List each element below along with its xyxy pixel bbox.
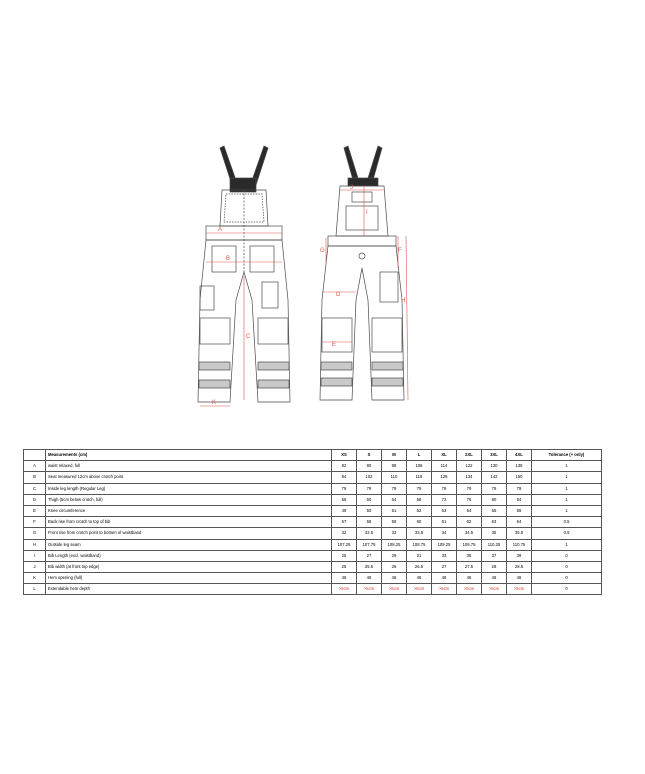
row-value: 35 xyxy=(457,550,482,561)
back-label-e: E xyxy=(332,342,337,348)
row-value: 33 xyxy=(382,528,407,539)
row-value: 25 xyxy=(332,550,357,561)
row-value: 60 xyxy=(407,517,432,528)
size-chart xyxy=(23,449,601,595)
row-value: 27 xyxy=(357,550,382,561)
table-row xyxy=(24,561,602,572)
row-value: 46 xyxy=(507,573,532,584)
table-row xyxy=(24,550,602,561)
row-value: 27.5 xyxy=(457,561,482,572)
row-value: 98 xyxy=(382,461,407,472)
back-label-i: I xyxy=(366,210,368,216)
row-code: C xyxy=(24,483,46,494)
back-label-f: F xyxy=(398,248,402,254)
row-value: >5cm xyxy=(332,584,357,595)
row-value: 94 xyxy=(332,472,357,483)
row-label: Extendable hem depth xyxy=(46,584,332,595)
row-value: 107.25 xyxy=(332,539,357,550)
header-size-m: M xyxy=(382,450,407,461)
row-value: 82 xyxy=(332,461,357,472)
row-value: 118 xyxy=(407,472,432,483)
row-label: Outside leg seam xyxy=(46,539,332,550)
row-value: 35.5 xyxy=(507,528,532,539)
row-value: 63 xyxy=(482,517,507,528)
row-value: 46 xyxy=(482,573,507,584)
row-value: 79 xyxy=(382,483,407,494)
back-label-d: D xyxy=(336,292,341,298)
row-value: 26.5 xyxy=(407,561,432,572)
row-value: 122 xyxy=(457,461,482,472)
row-value: 50 xyxy=(357,505,382,516)
row-value: 34.5 xyxy=(457,528,482,539)
row-value: 25 xyxy=(332,561,357,572)
row-value: 138 xyxy=(507,461,532,472)
row-tolerance: 1 xyxy=(532,505,602,516)
table-row xyxy=(24,517,602,528)
row-code: L xyxy=(24,584,46,595)
row-value: >5cm xyxy=(507,584,532,595)
row-value: 29 xyxy=(382,550,407,561)
row-label: Hem opening (full) xyxy=(46,573,332,584)
row-value: >5cm xyxy=(482,584,507,595)
row-code: H xyxy=(24,539,46,550)
header-size-s: S xyxy=(357,450,382,461)
row-value: 79 xyxy=(457,483,482,494)
row-label: Inside leg length (Regular Leg) xyxy=(46,483,332,494)
row-tolerance: 0 xyxy=(532,584,602,595)
back-label-g: G xyxy=(320,248,325,254)
row-value: 33 xyxy=(432,550,457,561)
header-code-cell xyxy=(24,450,46,461)
row-tolerance: 1 xyxy=(532,539,602,550)
header-size-xs: XS xyxy=(332,450,357,461)
table-row xyxy=(24,472,602,483)
row-value: 79 xyxy=(357,483,382,494)
row-value: 106 xyxy=(407,461,432,472)
row-code: G xyxy=(24,528,46,539)
row-code: J xyxy=(24,561,46,572)
row-tolerance: 0 xyxy=(532,573,602,584)
row-value: 114 xyxy=(432,461,457,472)
row-value: 56 xyxy=(507,505,532,516)
header-size-l: L xyxy=(407,450,432,461)
row-label: Front rise from crotch point to bottom of waistband xyxy=(46,528,332,539)
back-label-h: H xyxy=(401,298,406,304)
row-value: 51 xyxy=(382,505,407,516)
row-value: 39 xyxy=(507,550,532,561)
row-value: 150 xyxy=(507,472,532,483)
row-code: I xyxy=(24,550,46,561)
row-value: 110.25 xyxy=(482,539,507,550)
row-value: 28 xyxy=(482,561,507,572)
row-value: 110 xyxy=(382,472,407,483)
row-value: 76 xyxy=(457,494,482,505)
front-label-b: B xyxy=(226,256,231,262)
row-value: >5cm xyxy=(457,584,482,595)
row-value: 109.25 xyxy=(432,539,457,550)
row-value: 64 xyxy=(382,494,407,505)
table-row xyxy=(24,483,602,494)
size-chart-header-row xyxy=(24,450,602,461)
row-tolerance: 0 xyxy=(532,550,602,561)
row-value: 134 xyxy=(457,472,482,483)
row-tolerance: 0 xyxy=(532,561,602,572)
row-tolerance: 0.5 xyxy=(532,517,602,528)
row-value: >5cm xyxy=(357,584,382,595)
row-tolerance: 1 xyxy=(532,472,602,483)
row-value: 80 xyxy=(482,494,507,505)
front-label-c: C xyxy=(246,334,251,340)
row-value: 54 xyxy=(457,505,482,516)
row-value: 72 xyxy=(432,494,457,505)
row-value: >5cm xyxy=(432,584,457,595)
table-row xyxy=(24,528,602,539)
row-label: Back rise from crotch to top of bib xyxy=(46,517,332,528)
row-code: B xyxy=(24,472,46,483)
row-value: 79 xyxy=(407,483,432,494)
row-value: 64 xyxy=(507,517,532,528)
row-value: 46 xyxy=(432,573,457,584)
header-size-3xl: 3XL xyxy=(482,450,507,461)
row-value: 55 xyxy=(482,505,507,516)
row-value: 110.75 xyxy=(507,539,532,550)
row-value: 60 xyxy=(357,494,382,505)
header-size-4xl: 4XL xyxy=(507,450,532,461)
row-value: 59 xyxy=(382,517,407,528)
row-value: 84 xyxy=(507,494,532,505)
row-value: 35 xyxy=(482,528,507,539)
row-value: 49 xyxy=(332,505,357,516)
row-code: K xyxy=(24,573,46,584)
row-value: 108.75 xyxy=(407,539,432,550)
row-value: 32.5 xyxy=(357,528,382,539)
row-value: 46 xyxy=(407,573,432,584)
row-value: 108.25 xyxy=(382,539,407,550)
row-value: 46 xyxy=(357,573,382,584)
row-value: 68 xyxy=(407,494,432,505)
row-value: 46 xyxy=(332,573,357,584)
row-value: 102 xyxy=(357,472,382,483)
row-value: >5cm xyxy=(382,584,407,595)
row-value: 79 xyxy=(482,483,507,494)
size-chart-body xyxy=(24,450,602,595)
header-tolerance: Tolerance (+ only) xyxy=(532,450,602,461)
row-value: 57 xyxy=(332,517,357,528)
row-value: 58 xyxy=(357,517,382,528)
row-code: A xyxy=(24,461,46,472)
table-row xyxy=(24,573,602,584)
row-value: 126 xyxy=(432,472,457,483)
row-value: 79 xyxy=(332,483,357,494)
row-value: 25.5 xyxy=(357,561,382,572)
row-label: Bib Length (excl. waistband) xyxy=(46,550,332,561)
row-value: 53 xyxy=(432,505,457,516)
header-size-2xl: 2XL xyxy=(457,450,482,461)
row-label: Thigh (5cm below crotch, full) xyxy=(46,494,332,505)
back-label-j: J xyxy=(350,185,353,191)
row-value: 52 xyxy=(407,505,432,516)
size-chart-table xyxy=(23,449,602,595)
row-value: 28.5 xyxy=(507,561,532,572)
row-value: 79 xyxy=(432,483,457,494)
row-value: 62 xyxy=(457,517,482,528)
row-value: 90 xyxy=(357,461,382,472)
table-row xyxy=(24,494,602,505)
row-code: E xyxy=(24,505,46,516)
row-tolerance: 0.5 xyxy=(532,528,602,539)
row-value: 34 xyxy=(432,528,457,539)
back-view xyxy=(320,146,404,400)
row-value: 27 xyxy=(432,561,457,572)
row-value: >5cm xyxy=(407,584,432,595)
front-label-k: K xyxy=(212,400,217,406)
row-value: 79 xyxy=(507,483,532,494)
row-value: 33.5 xyxy=(407,528,432,539)
header-measurements: Measurements (cm) xyxy=(46,450,332,461)
row-value: 31 xyxy=(407,550,432,561)
front-label-a: A xyxy=(218,227,223,233)
row-code: D xyxy=(24,494,46,505)
row-value: 109.75 xyxy=(457,539,482,550)
row-value: 107.75 xyxy=(357,539,382,550)
row-value: 46 xyxy=(457,573,482,584)
table-row xyxy=(24,505,602,516)
row-value: 56 xyxy=(332,494,357,505)
row-value: 130 xyxy=(482,461,507,472)
row-value: 26 xyxy=(382,561,407,572)
table-row xyxy=(24,539,602,550)
row-tolerance: 1 xyxy=(532,461,602,472)
row-tolerance: 1 xyxy=(532,483,602,494)
row-code: F xyxy=(24,517,46,528)
row-tolerance: 1 xyxy=(532,494,602,505)
row-value: 37 xyxy=(482,550,507,561)
row-label: Seat measured 12cm above crotch point xyxy=(46,472,332,483)
table-row xyxy=(24,461,602,472)
row-value: 32 xyxy=(332,528,357,539)
row-value: 46 xyxy=(382,573,407,584)
table-row xyxy=(24,584,602,595)
row-label: Knee circumference xyxy=(46,505,332,516)
row-label: waist relaxed, full xyxy=(46,461,332,472)
row-value: 142 xyxy=(482,472,507,483)
row-label: Bib width (at front top edge) xyxy=(46,561,332,572)
row-value: 61 xyxy=(432,517,457,528)
header-size-xl: XL xyxy=(432,450,457,461)
